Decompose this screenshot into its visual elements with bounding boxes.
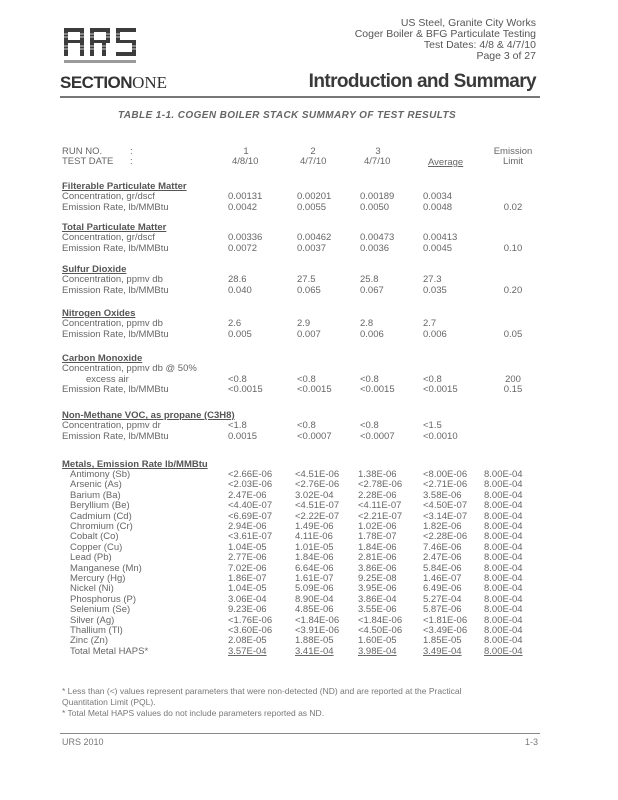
header-line-4: Page 3 of 27 (476, 50, 536, 62)
metal-limit: 8.00E-04 (484, 614, 523, 626)
emission-limit: 0.20 (503, 284, 523, 296)
metal-value: 1.88E-05 (295, 635, 334, 647)
metal-value: 2.08E-05 (228, 635, 267, 647)
metal-value: 7.02E-06 (228, 562, 267, 574)
cell-value: <1.8 (228, 420, 247, 431)
metal-value: <2.21E-07 (358, 510, 403, 522)
metal-value: 3.58E-06 (423, 489, 462, 501)
run-number: 1 (243, 146, 249, 157)
metal-value: <1.84E-06 (358, 614, 403, 626)
metal-limit: 8.00E-04 (484, 521, 523, 532)
metal-value: <4.51E-06 (295, 469, 340, 480)
metal-value: 3.95E-06 (358, 583, 397, 595)
row-label: Emission Rate, lb/MMBtu (62, 201, 169, 213)
metal-value: 6.49E-06 (423, 583, 462, 595)
header-line-3: Test Dates: 4/8 & 4/7/10 (423, 39, 536, 51)
row-label: Emission Rate, lb/MMBtu (62, 242, 169, 254)
metal-value: <4.40E-07 (228, 500, 273, 512)
row-label: Emission Rate, lb/MMBtu (62, 430, 169, 442)
row-label: Concentration, ppmv db (62, 318, 163, 329)
emission-limit: 0.10 (503, 242, 523, 254)
section-heading: Carbon Monoxide (62, 353, 143, 364)
metal-value: 2.77E-06 (228, 552, 267, 564)
cell-value: 28.6 (228, 274, 247, 285)
cell-value: 0.00336 (228, 232, 263, 243)
metal-value: 7.46E-06 (423, 541, 462, 553)
section-heading: Nitrogen Oxides (62, 308, 136, 319)
cell-value: 27.3 (423, 274, 442, 285)
cell-value: 0.0045 (423, 242, 453, 254)
cell-value: 0.0055 (297, 201, 327, 213)
metal-label: Manganese (Mn) (70, 562, 142, 574)
metal-value: 4.85E-06 (295, 604, 334, 616)
metal-label: Cadmium (Cd) (70, 510, 132, 522)
row-label: excess air (86, 373, 129, 385)
cell-value: 0.065 (297, 284, 321, 296)
run-no-separator: : (130, 146, 133, 157)
cell-value: 0.0048 (423, 201, 453, 213)
metal-value: <6.69E-07 (228, 510, 273, 522)
test-date-label: TEST DATE (62, 156, 114, 167)
metal-value: 3.55E-06 (358, 604, 397, 616)
metal-value: 3.57E-04 (228, 645, 267, 657)
cell-value: 0.0015 (228, 430, 258, 442)
footer-rule (60, 733, 540, 734)
metal-limit: 8.00E-04 (484, 489, 523, 501)
metal-limit: 8.00E-04 (484, 645, 523, 657)
metal-value: <3.49E-06 (423, 625, 468, 636)
cell-value: 0.0042 (228, 201, 258, 213)
section-heading: Total Particulate Matter (62, 222, 167, 233)
metal-value: 3.86E-06 (358, 562, 397, 574)
metal-value: <2.22E-07 (295, 510, 340, 522)
cell-value: 0.00473 (360, 232, 395, 243)
page-number: 1-3 (524, 737, 538, 747)
metal-limit: 8.00E-04 (484, 479, 523, 491)
metal-value: <1.76E-06 (228, 614, 273, 626)
cell-value: 0.0050 (360, 201, 390, 213)
cell-value: 0.005 (228, 328, 252, 340)
metal-limit: 8.00E-04 (484, 469, 523, 480)
metal-label: Phosphorus (P) (70, 593, 137, 605)
limit-header: Limit (502, 156, 524, 167)
metal-value: 1.78E-07 (358, 531, 397, 543)
cell-value: 25.8 (360, 274, 379, 285)
metal-value: <3.61E-07 (228, 531, 273, 543)
cell-value: 0.006 (360, 328, 384, 340)
metal-label: Antimony (Sb) (70, 469, 131, 480)
cell-value: 0.035 (423, 284, 447, 296)
metal-label: Mercury (Hg) (70, 573, 126, 584)
run-number: 2 (310, 146, 316, 157)
cell-value: <0.0010 (423, 430, 458, 442)
metal-value: <8.00E-06 (423, 469, 468, 480)
cell-value: 0.007 (297, 328, 321, 340)
metal-label: Thallium (Tl) (70, 625, 123, 636)
footer-left: URS 2010 (62, 737, 104, 747)
row-label: Emission Rate, lb/MMBtu (62, 328, 169, 340)
cell-value: <1.5 (423, 420, 442, 431)
metal-value: <2.28E-06 (423, 531, 468, 543)
metal-label: Cobalt (Co) (70, 531, 119, 543)
emission-limit: 0.15 (503, 384, 523, 395)
metal-value: <2.71E-06 (423, 479, 468, 491)
metal-label: Copper (Cu) (70, 541, 123, 553)
metal-label: Nickel (Ni) (70, 583, 114, 595)
section-heading: Filterable Particulate Matter (62, 181, 187, 192)
metal-label: Zinc (Zn) (70, 635, 108, 647)
metal-limit: 8.00E-04 (484, 531, 523, 543)
emission-limit: 0.02 (503, 201, 523, 213)
cell-value: 2.8 (360, 318, 374, 329)
metal-value: <4.51E-07 (295, 500, 340, 512)
metal-value: 5.87E-06 (423, 604, 462, 616)
cell-value: 27.5 (297, 274, 316, 285)
metal-value: 3.41E-04 (295, 645, 334, 657)
cell-value: 0.00462 (297, 232, 332, 243)
section-label-thin: ONE (132, 73, 168, 92)
metal-limit: 8.00E-04 (484, 635, 523, 647)
metal-value: <2.66E-06 (228, 469, 273, 480)
cell-value: 2.9 (297, 318, 311, 329)
cell-value: <0.0007 (297, 430, 332, 442)
cell-value: 0.00189 (360, 191, 395, 202)
metal-label: Chromium (Cr) (70, 521, 133, 532)
metal-value: 5.27E-04 (423, 593, 462, 605)
row-label: Concentration, gr/dscf (62, 191, 155, 202)
cell-value: <0.8 (360, 373, 379, 385)
cell-value: 0.067 (360, 284, 384, 296)
metal-limit: 8.00E-04 (484, 593, 523, 605)
footnote: * Total Metal HAPS values do not include parameters reported as ND. (62, 708, 325, 718)
metal-value: 1.04E-05 (228, 583, 267, 595)
metal-value: 1.84E-06 (358, 541, 397, 553)
cell-value: <0.8 (360, 420, 379, 431)
cell-value: <0.0015 (297, 384, 332, 395)
row-label: Concentration, ppmv db (62, 274, 163, 285)
cell-value: 0.00201 (297, 191, 332, 202)
metal-limit: 8.00E-04 (484, 500, 523, 512)
cell-value: <0.0007 (360, 430, 395, 442)
cell-value: <0.8 (297, 373, 316, 385)
metal-limit: 8.00E-04 (484, 604, 523, 616)
metal-value: 8.90E-04 (295, 593, 334, 605)
metal-value: 9.25E-08 (358, 573, 397, 584)
run-no-label: RUN NO. (62, 146, 103, 157)
cell-value: 0.00413 (423, 232, 458, 243)
metal-limit: 8.00E-04 (484, 562, 523, 574)
metal-value: 1.01E-05 (295, 541, 334, 553)
metal-limit: 8.00E-04 (484, 510, 523, 522)
metal-value: <4.50E-07 (423, 500, 468, 512)
metal-value: <4.11E-07 (358, 500, 402, 512)
section-heading: Sulfur Dioxide (62, 264, 127, 275)
metal-label: Total Metal HAPS* (70, 645, 149, 657)
metal-value: <4.50E-06 (358, 625, 403, 636)
metal-value: 2.47E-06 (228, 489, 267, 501)
page-title: Introduction and Summary (308, 71, 536, 92)
metal-value: <2.78E-06 (358, 479, 403, 491)
cell-value: 0.006 (423, 328, 447, 340)
metal-limit: 8.00E-04 (484, 573, 523, 584)
metals-heading: Metals, Emission Rate lb/MMBtu (62, 459, 208, 470)
run-number: 3 (375, 146, 381, 157)
cell-value: <0.0015 (228, 384, 263, 395)
test-date-separator: : (130, 156, 133, 167)
emission-header: Emission (493, 146, 533, 157)
metal-label: Arsenic (As) (70, 479, 122, 491)
cell-value: 0.0072 (228, 242, 258, 254)
test-date: 4/7/10 (300, 156, 327, 167)
metal-value: 1.60E-05 (358, 635, 397, 647)
header-line-1: US Steel, Granite City Works (400, 17, 536, 29)
table-title: TABLE 1-1. COGEN BOILER STACK SUMMARY OF TEST RESULTS (118, 110, 457, 121)
metal-label: Selenium (Se) (70, 604, 131, 616)
metal-value: 2.28E-06 (358, 489, 397, 501)
metal-value: 1.49E-06 (295, 521, 334, 532)
test-date: 4/8/10 (232, 156, 259, 167)
emission-limit: 200 (505, 373, 521, 385)
metal-value: 1.85E-05 (423, 635, 462, 647)
metal-limit: 8.00E-04 (484, 552, 523, 564)
footnote: * Less than (<) values represent parameters that were non-detected (ND) and are reported at the Practical (62, 686, 462, 696)
section-heading: Non-Methane VOC, as propane (C3H8) (62, 410, 235, 421)
section-label-bold: SECTION (60, 73, 133, 92)
metal-value: <3.60E-06 (228, 625, 273, 636)
test-date: 4/7/10 (364, 156, 391, 167)
emission-limit: 0.05 (503, 328, 523, 340)
metal-value: 1.02E-06 (358, 521, 397, 532)
metal-value: 1.46E-07 (423, 573, 462, 584)
metal-value: 1.86E-07 (228, 573, 267, 584)
row-label: Emission Rate, lb/MMBtu (62, 284, 169, 296)
metal-label: Barium (Ba) (70, 489, 121, 501)
metal-value: 5.84E-06 (423, 562, 462, 574)
cell-value: 0.0034 (423, 191, 453, 202)
metal-value: <3.14E-07 (423, 510, 468, 522)
row-label: Emission Rate, lb/MMBtu (62, 384, 169, 395)
cell-value: 0.0036 (360, 242, 390, 254)
metal-value: 5.09E-06 (295, 583, 334, 595)
cell-value: 0.00131 (228, 191, 263, 202)
metal-value: 1.38E-06 (358, 469, 397, 480)
metal-value: 3.98E-04 (358, 645, 397, 657)
metal-value: <3.91E-06 (295, 625, 340, 636)
cell-value: 2.7 (423, 318, 437, 329)
row-label: Concentration, ppmv db @ 50% (62, 363, 197, 374)
cell-value: 0.0037 (297, 242, 327, 254)
cell-value: 2.6 (228, 318, 242, 329)
metal-value: 2.81E-06 (358, 552, 397, 564)
metal-value: <2.03E-06 (228, 479, 273, 491)
metal-label: Lead (Pb) (70, 552, 112, 564)
cell-value: <0.8 (228, 373, 247, 385)
metal-value: 1.82E-06 (423, 521, 462, 532)
metal-value: 1.04E-05 (228, 541, 267, 553)
cell-value: <0.0015 (423, 384, 458, 395)
metal-limit: 8.00E-04 (484, 625, 523, 636)
metal-value: <2.76E-06 (295, 479, 340, 491)
footnote: Quantitation Limit (PQL). (62, 697, 156, 707)
metal-value: 4.11E-06 (295, 531, 333, 543)
average-header: Average (428, 157, 464, 168)
metal-value: 1.84E-06 (295, 552, 334, 564)
cell-value: <0.8 (297, 420, 316, 431)
metal-value: 1.61E-07 (295, 573, 334, 584)
metal-label: Silver (Ag) (70, 614, 115, 626)
metal-label: Beryllium (Be) (70, 500, 130, 512)
metal-value: 2.94E-06 (228, 521, 267, 532)
header-line-2: Coger Boiler & BFG Particulate Testing (354, 28, 536, 40)
cell-value: 0.040 (228, 284, 252, 296)
cell-value: <0.0015 (360, 384, 395, 395)
metal-value: <1.84E-06 (295, 614, 340, 626)
row-label: Concentration, gr/dscf (62, 232, 155, 243)
metal-value: <1.81E-06 (423, 614, 468, 626)
metal-value: 3.49E-04 (423, 645, 462, 657)
metal-limit: 8.00E-04 (484, 541, 523, 553)
metal-value: 2.47E-06 (423, 552, 462, 564)
metal-value: 6.64E-06 (295, 562, 334, 574)
metal-value: 3.02E-04 (295, 489, 334, 501)
metal-value: 3.86E-04 (358, 593, 397, 605)
row-label: Concentration, ppmv dr (62, 420, 161, 431)
metal-limit: 8.00E-04 (484, 583, 523, 595)
cell-value: <0.8 (423, 373, 442, 385)
metal-value: 3.06E-04 (228, 593, 267, 605)
metal-value: 9.23E-06 (228, 604, 267, 616)
